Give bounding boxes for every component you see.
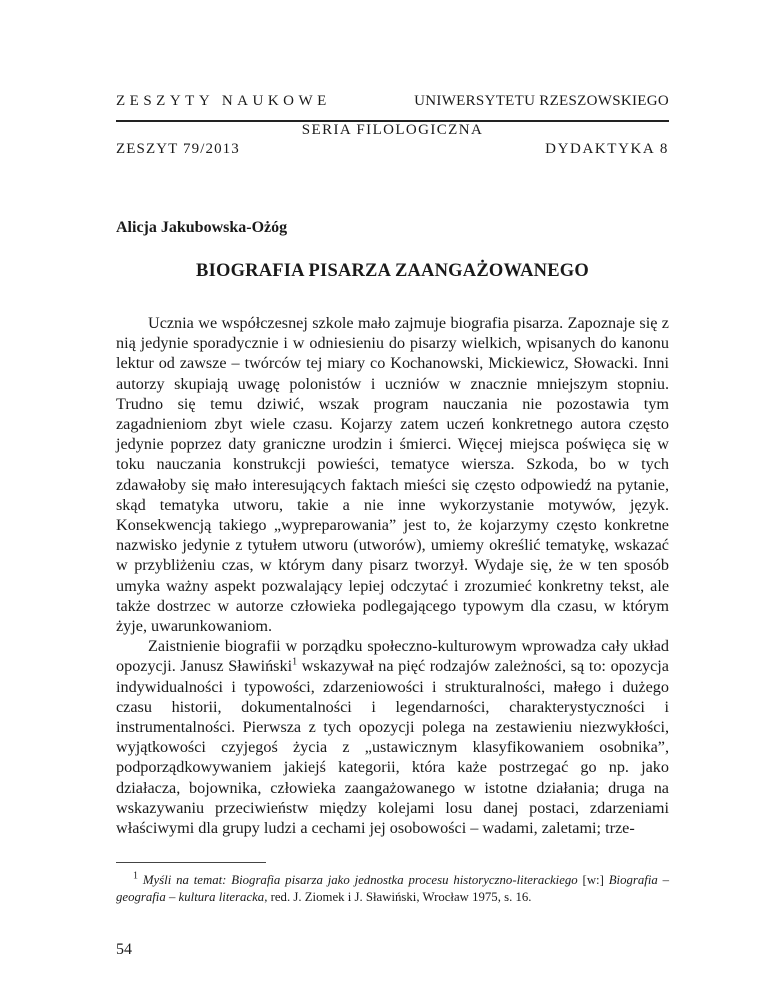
footnote-rule bbox=[116, 862, 266, 863]
paragraph-text: Zaistnienie biografii w porządku społeczno-kulturowym wprowadza cały układ opozycji. Janusz Sławiński bbox=[116, 637, 669, 676]
paragraph: Ucznia we współczesnej szkole mało zajmuje biografia pisarza. Zapoznaje się z nią jedynie sporadycznie i w odniesieniu do pisarzy wielkich, wpisanych do kanonu lektur od zawsze – twórców tej miary co Kochanowski, Mickiewicz, Słowacki. Inni autorzy skupiają uwagę polonistów i uczniów w znacznie mniejszym stopniu. Trudno się temu dziwić, wszak program nauczania nie pozostawia tym zagadnieniom zbyt wiele czasu. Kojarzy zatem uczeń konkretnego autora często jedynie poprzez daty graniczne urodzin i śmierci. Więcej miejsca poświęca się w toku nauczania konstrukcji powieści, tematyce wiersza. Szkoda, bo w tych zdawałoby się mało interesujących faktach mieści się często odpowiedź na pytanie, skąd tematyka utworu, takie a nie inne wykorzystanie motywów, język. Konsekwencją takiego „wypreparowania” jest to, że kojarzymy często konkretne nazwisko jedynie z tytułem utworu (utworów), umiemy określić tematykę, wskazać w przybliżeniu czas, w którym dany pisarz tworzył. Wydaje się, że w ten sposób umyka ważny aspekt pozwalający lepiej odczytać i zrozumieć konkretny tekst, ale także dostrzec w autorze człowieka podlegającego typowym dla czasu, w którym żyje, uwarunkowaniom. bbox=[116, 314, 669, 636]
paragraph bbox=[116, 636, 669, 838]
footnote bbox=[116, 872, 669, 906]
journal-university: UNIWERSYTETU RZESZOWSKIEGO bbox=[414, 93, 669, 109]
footnote-number: 1 bbox=[133, 870, 138, 882]
footnote-ref[interactable]: 1 bbox=[292, 657, 298, 669]
author-name: Alicja Jakubowska-Ożóg bbox=[116, 219, 288, 236]
article-title: BIOGRAFIA PISARZA ZAANGAŻOWANEGO bbox=[196, 261, 589, 281]
journal-header bbox=[116, 93, 669, 110]
footnote-title: Myśli na temat: Biografia pisarza jako jednostka procesu historyczno-literackiego bbox=[142, 873, 578, 887]
journal-name: ZESZYTY NAUKOWE bbox=[116, 93, 331, 109]
section-label: DYDAKTYKA 8 bbox=[545, 141, 669, 157]
issue-number: ZESZYT 79/2013 bbox=[116, 141, 240, 157]
series-name: SERIA FILOLOGICZNA bbox=[301, 122, 484, 138]
paragraph-text: wskazywał na pięć rodzajów zależności, są to: opozycja indywidualności i typowości, zdarzeniowości i strukturalności, małego i dużego czasu historii, dokumentalności i legendarności, charakterystyczności i instrumentalności. Pierwsza z tych opozycji polega na zestawieniu niezwykłości, wyjątkowości czyjegoś życia z „ustawicznym klasyfikowaniem osobnika”, podporządkowywaniem jakiejś kategorii, która każe postrzegać go np. jako działacza, bojownika, człowieka zaangażowanego w istotne działania; druga na wskazywaniu przeciwieństw między kolejami losu danej postaci, zdarzeniami właściwymi dla grupy ludzi a cechami jej osobowości – wadami, zaletami; trze- bbox=[116, 657, 669, 838]
footnote-book: Biografia – geografia – kultura literacka bbox=[116, 873, 670, 904]
article-body bbox=[116, 313, 669, 838]
page-number: 54 bbox=[116, 941, 132, 958]
footnote-text: , red. J. Ziomek i J. Sławiński, Wrocław 1975, s. 16. bbox=[264, 890, 532, 904]
footnote-text: [w:] bbox=[577, 873, 609, 887]
